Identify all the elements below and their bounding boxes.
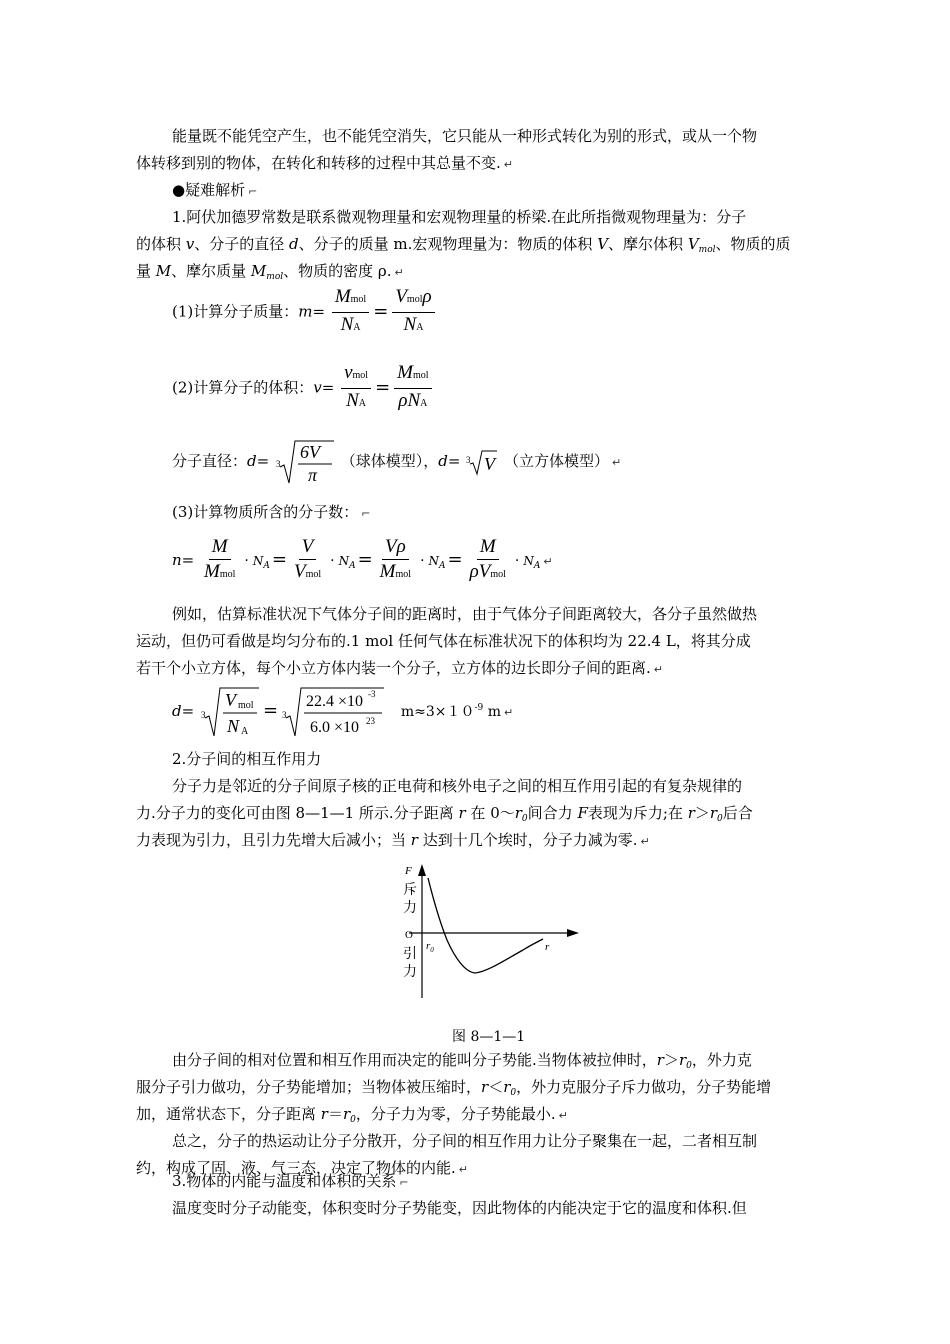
para3-line3: 若干个小立方体，每个小立方体内装一个分子，立方体的边长即分子间的距离. ↵ <box>136 659 663 677</box>
svg-text:3: 3 <box>282 710 287 720</box>
svg-text:mol: mol <box>237 700 254 711</box>
para5-line3: 加，通常状态下，分子距离 $r=r_0$，分子力为零，分子势能最小. ↵ <box>136 1105 568 1125</box>
para2-line1: 1.阿伏加德罗常数是联系微观物理量和宏观物理量的桥梁.在此所指微观物理量为：分子 <box>172 208 747 226</box>
y-axis-arrow <box>418 864 426 876</box>
formula-molecule-volume: (2)计算分子的体积：v= $\frac{\text{vmol}}{NA}$ = $\frac{\text{Mmol}}{\text{ρNA}}$ <box>172 362 434 416</box>
svg-text:3: 3 <box>275 459 281 469</box>
x-axis-arrow <box>567 929 579 937</box>
para3-line2: 运动，但仍可看做是均匀分布的.1 mol 任何气体在标准状况下的体积均为 22.4 L，将其分成 <box>136 632 751 650</box>
attraction-label-2: 力 <box>403 964 417 980</box>
svg-text:V: V <box>484 454 496 474</box>
svg-text:6.0 ×10: 6.0 ×10 <box>310 719 360 736</box>
para3-line1: 例如，估算标准状况下气体分子间的距离时，由于气体分子间距离较大，各分子虽然做热 <box>172 605 758 623</box>
cube-root-sign-cube <box>465 447 499 477</box>
svg-text:3: 3 <box>200 710 206 720</box>
svg-text:π: π <box>307 465 317 485</box>
force-curve <box>428 878 543 973</box>
figure-caption: 图 8—1—1 <box>452 1029 526 1045</box>
para4-line2: 力.分子力的变化可由图 8—1—1 所示.分子距离 r 在 $0\sim r_0$间合力 F表现为斥力;在 $r>r_0$后合 <box>136 804 753 824</box>
repulsion-label-2: 力 <box>403 900 417 916</box>
heading-internal-energy: 3.物体的内能与温度和体积的关系 ⌐ <box>172 1172 409 1190</box>
cube-root-sign-numeric <box>280 684 386 740</box>
figure-force-distance <box>395 858 585 1003</box>
formula-number-heading: (3)计算物质所含的分子数： ⌐ <box>172 503 371 521</box>
svg-text:6V: 6V <box>299 442 320 462</box>
svg-text:22.4 ×10: 22.4 ×10 <box>306 693 364 710</box>
svg-text:A: A <box>240 726 249 737</box>
formula-molecule-mass: (1)计算分子质量：m= $\frac{\text{Mmol}}{NA}$ = $\frac{\text{Vmolρ}}{NA}$ <box>172 286 437 340</box>
heading-difficulty-analysis: ●疑难解析 ⌐ <box>172 181 258 199</box>
r0-label: $r_0$ <box>426 940 434 954</box>
formula-molecule-diameter: 分子直径：d= 3 6V π （球体模型），d= 3 V （立方体模型） ↵ <box>172 436 621 490</box>
para6-line2: 约，构成了固、液、气三态，决定了物体的内能. ↵ <box>136 1159 468 1177</box>
svg-text:V: V <box>224 690 236 710</box>
para2-line3: 量 M、摩尔质量 $M_{mol}$、物质的密度 ρ. ↵ <box>136 262 404 282</box>
repulsion-label-1: 斥 <box>403 882 417 898</box>
para6-line1: 总之，分子的热运动让分子分散开，分子间的相互作用力让分子聚集在一起，二者相互制 <box>172 1132 758 1150</box>
axis-r-label: r <box>545 941 550 953</box>
svg-text:-3: -3 <box>368 689 376 699</box>
para1-line1: 能量既不能凭空产生，也不能凭空消失，它只能从一种形式转化为别的形式，或从一个物 <box>172 127 758 145</box>
para4-line3: 力表现为引力，且引力先增大后减小；当 r 达到十几个埃时，分子力减为零. ↵ <box>136 831 650 849</box>
svg-text:N: N <box>226 716 239 736</box>
para2-line2: 的体积 v、分子的直径 d、分子的质量 m.宏观物理量为：物质的体积 V、摩尔体积 $V_{mol}$、物质的质 <box>136 235 791 255</box>
cube-root-sign-vmol <box>199 684 261 740</box>
para5-line1: 由分子间的相对位置和相互作用而决定的能叫分子势能.当物体被拉伸时，$r>r_0$，外力克 <box>172 1051 752 1071</box>
formula-molecule-count: n= $\frac{M}{\text{Mmol}}$ · $N_A$ = $\frac{V}{\text{Vmol}}$ · $N_A$ = $\frac{V\rho}{\text{Mmol}}$ · $N_A$ = $\frac{M}{\text{ρVmol}}$ · $N_A$ ↵ <box>172 536 553 582</box>
origin-label: O <box>405 929 413 941</box>
para5-line2: 服分子引力做功，分子势能增加；当物体被压缩时，$r<r_0$，外力克服分子斥力做功，分子势能增 <box>136 1078 772 1098</box>
para4-line1: 分子力是邻近的分子间原子核的正电荷和核外电子之间的相互作用引起的有复杂规律的 <box>172 777 743 795</box>
svg-text:3: 3 <box>466 455 471 465</box>
para1-line2: 体转移到别的物体，在转化和转移的过程中其总量不变. ↵ <box>136 154 513 172</box>
cube-root-sign-ball <box>274 437 336 487</box>
formula-distance-estimate: d= 3 V mol N A = 3 22.4 ×10 -3 6.0 ×10 23 $m\approx 3\times 10^{-9}$ m ↵ <box>172 680 513 740</box>
axis-f-label: F <box>405 865 412 877</box>
svg-text:23: 23 <box>366 716 376 726</box>
attraction-label-1: 引 <box>403 946 417 962</box>
para7-line1: 温度变时分子动能变，体积变时分子势能变，因此物体的内能决定于它的温度和体积.但 <box>172 1199 747 1217</box>
heading-intermolecular-force: 2.分子间的相互作用力 <box>172 750 322 768</box>
